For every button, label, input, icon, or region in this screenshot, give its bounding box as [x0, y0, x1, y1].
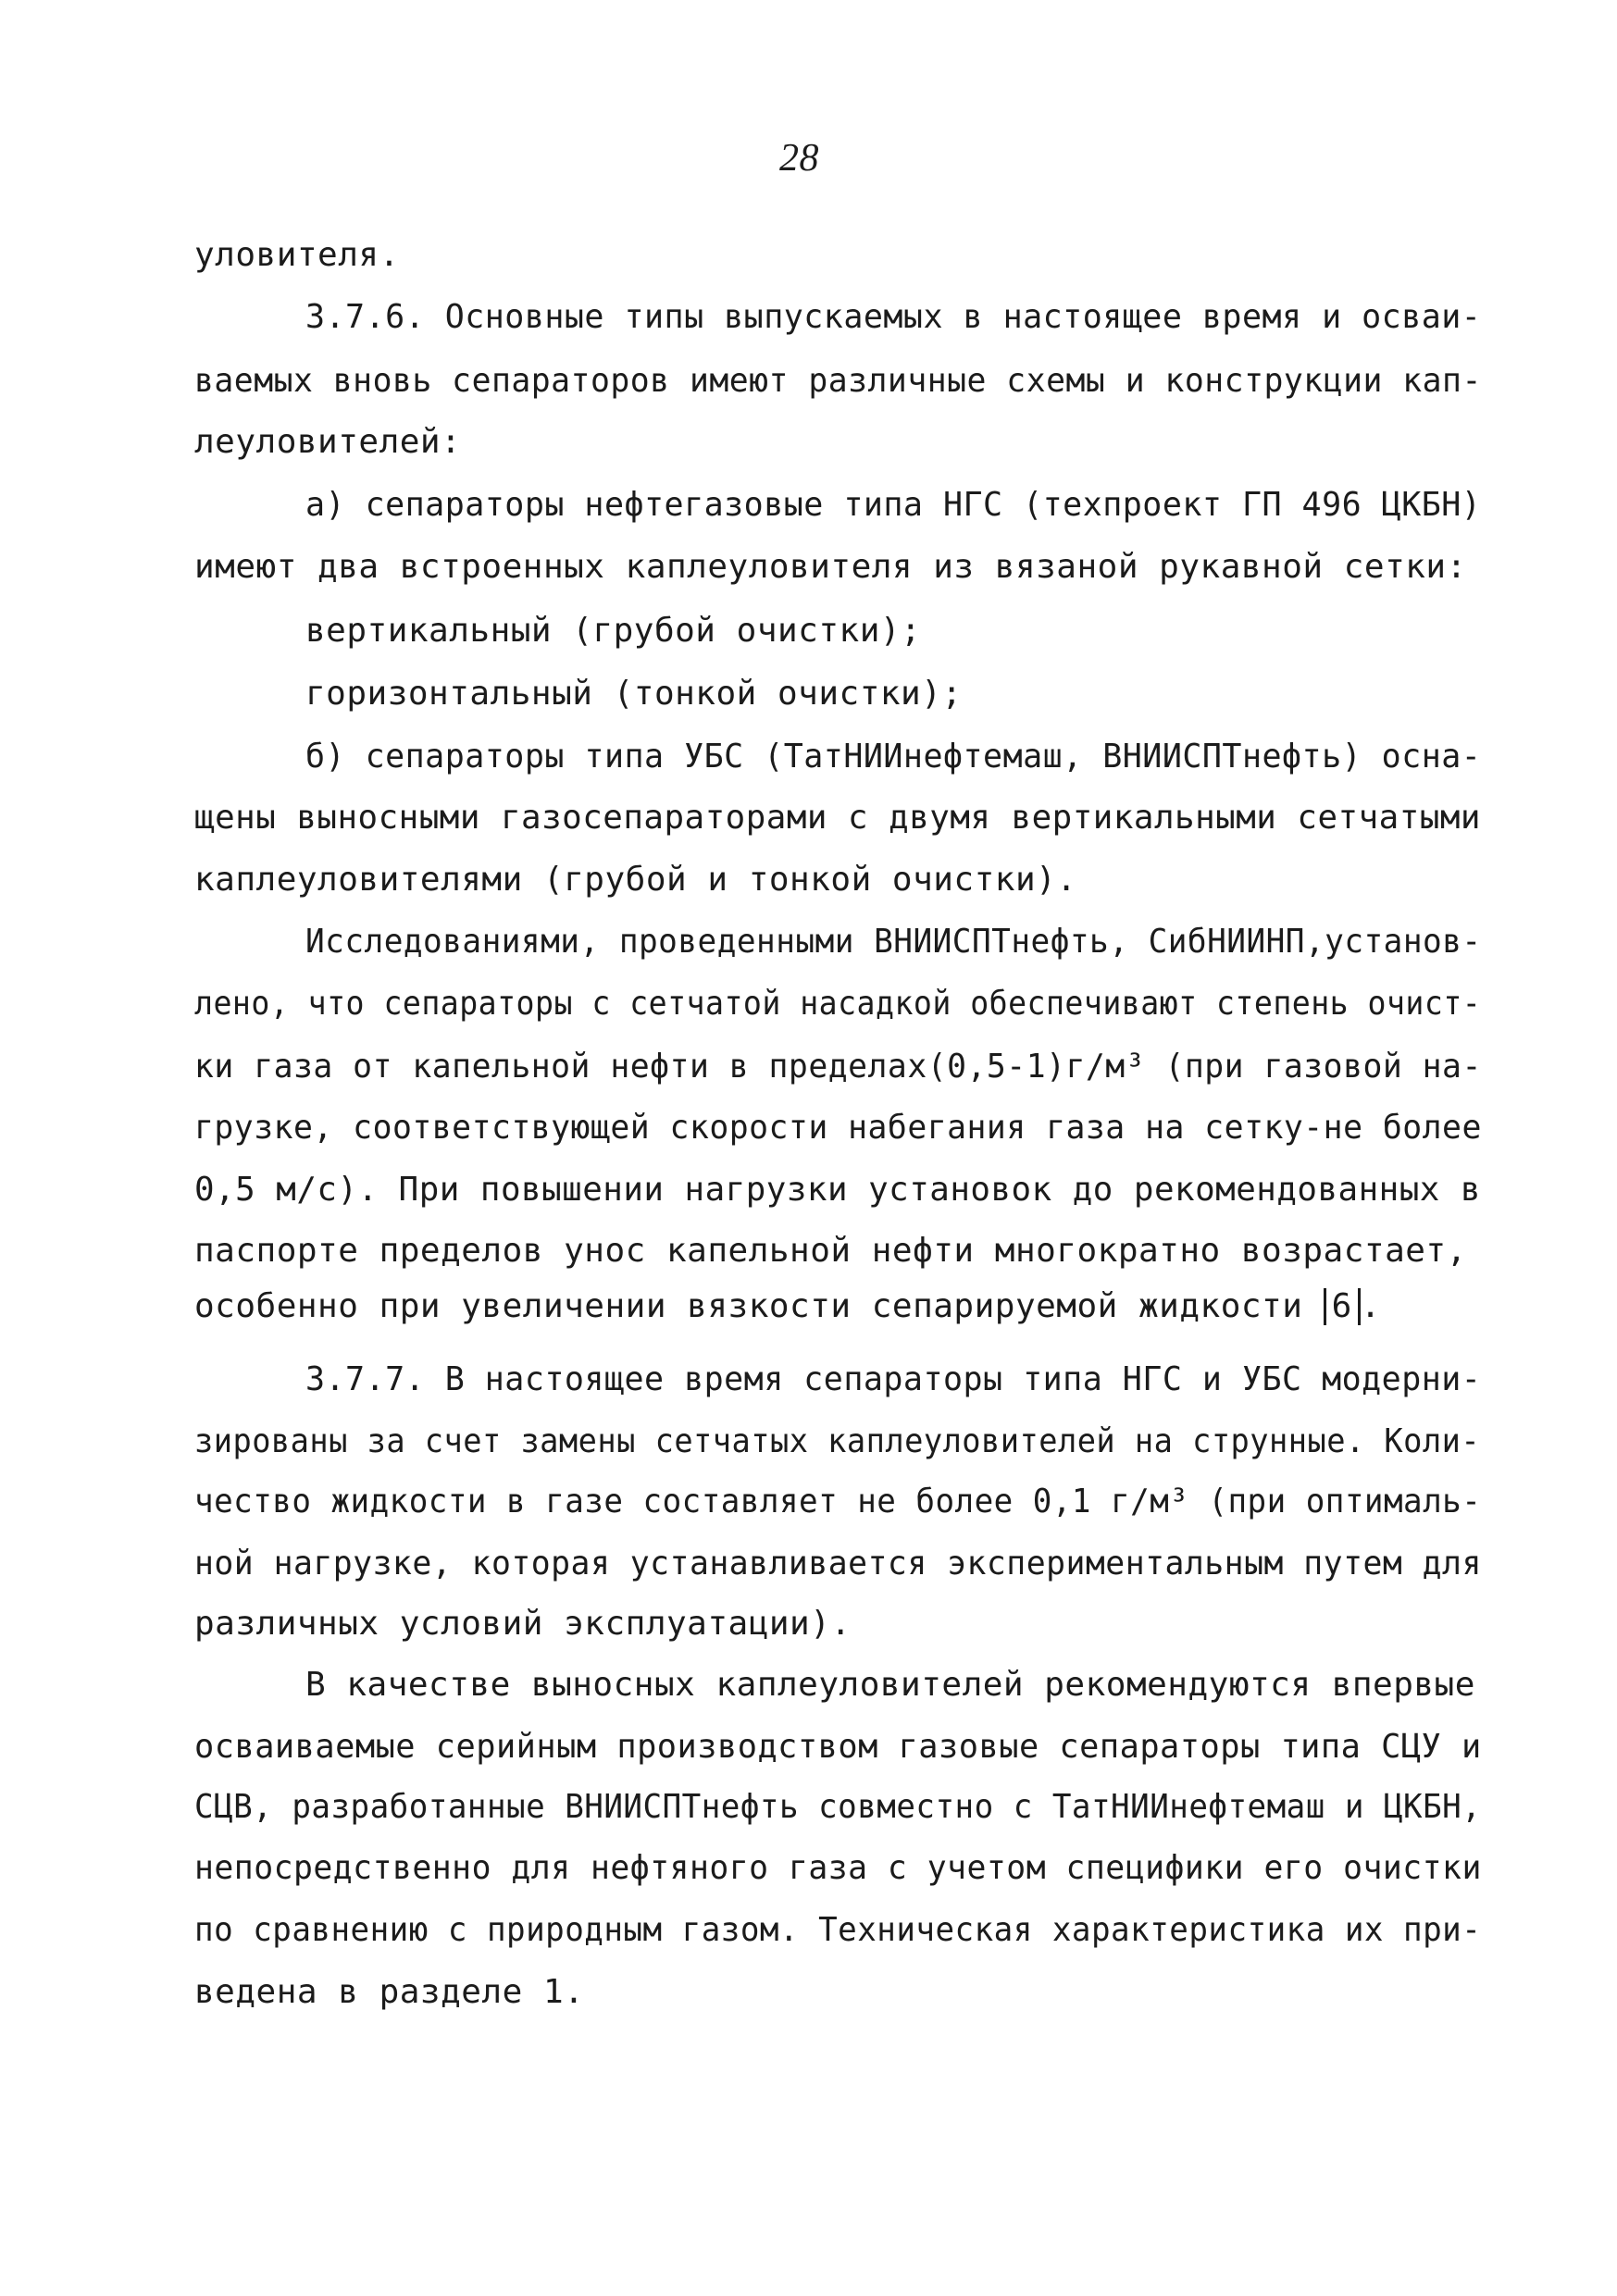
text-line: чество жидкости в газе составляет не более 0,1 г/м³ (при оптималь- [194, 1483, 1482, 1520]
text-line: ведена в разделе 1. [194, 1973, 585, 2011]
text-line: ки газа от капельной нефти в пределах(0,5-1)г/м³ (при газовой на- [194, 1048, 1482, 1086]
text-line: грузке, соответствующей скорости набегания газа на сетку-не более [194, 1109, 1482, 1147]
text-line: особенно при увеличении вязкости сепарируемой жидкости [194, 1287, 1303, 1325]
text-line: ваемых вновь сепараторов имеют различные схемы и конструкции кап- [194, 362, 1482, 400]
reference-number: 6 [1324, 1288, 1361, 1325]
text-line: имеют два встроенных каплеуловителя из вязаной рукавной сетки: [194, 548, 1467, 586]
text-line: каплеуловителями (грубой и тонкой очистки). [194, 861, 1077, 899]
text-line: 0,5 м/с). При повышении нагрузки установок до рекомендованных в [194, 1171, 1481, 1209]
text-line-with-reference [194, 1288, 1381, 1325]
text-line: В качестве выносных каплеуловителей рекомендуются впервые [305, 1666, 1475, 1704]
text-line: паспорте пределов унос капельной нефти многократно возрастает, [194, 1232, 1467, 1270]
page-number: 28 [779, 137, 819, 180]
text-line: вертикальный (грубой очистки); [305, 612, 922, 650]
text-line: щены выносными газосепараторами с двумя вертикальными сетчатыми [194, 799, 1481, 837]
text-line: Исследованиями, проведенными ВНИИСПТнефть, СибНИИНП,установ- [305, 923, 1482, 961]
text-line: по сравнению с природным газом. Техническая характеристика их при- [194, 1911, 1482, 1949]
text-line: 3.7.6. Основные типы выпускаемых в настоящее время и осваи- [305, 298, 1482, 336]
text-line: осваиваемые серийным производством газовые сепараторы типа СЦУ и [194, 1728, 1482, 1766]
text-line: различных условий эксплуатации). [194, 1605, 852, 1643]
reference-trail: . [1360, 1287, 1381, 1325]
text-line: леуловителей: [194, 423, 462, 461]
text-line: лено, что сепараторы с сетчатой насадкой обеспечивают степень очист- [194, 985, 1482, 1023]
text-line: зированы за счет замены сетчатых каплеуловителей на струнные. Коли- [194, 1422, 1481, 1460]
text-line: б) сепараторы типа УБС (ТатНИИнефтемаш, ВНИИСПТнефть) осна- [305, 738, 1482, 776]
text-line: СЦВ, разработанные ВНИИСПТнефть совместно с ТатНИИнефтемаш и ЦКБН, [194, 1788, 1482, 1826]
text-line: ной нагрузке, которая устанавливается экспериментальным путем для [194, 1545, 1482, 1582]
text-line: горизонтальный (тонкой очистки); [305, 675, 963, 713]
text-line: а) сепараторы нефтегазовые типа НГС (техпроект ГП 496 ЦКБН) [305, 486, 1482, 524]
text-line: 3.7.7. В настоящее время сепараторы типа НГС и УБС модерни- [305, 1360, 1482, 1398]
text-line: непосредственно для нефтяного газа с учетом специфики его очистки [194, 1849, 1482, 1887]
text-line: уловителя. [194, 236, 400, 274]
